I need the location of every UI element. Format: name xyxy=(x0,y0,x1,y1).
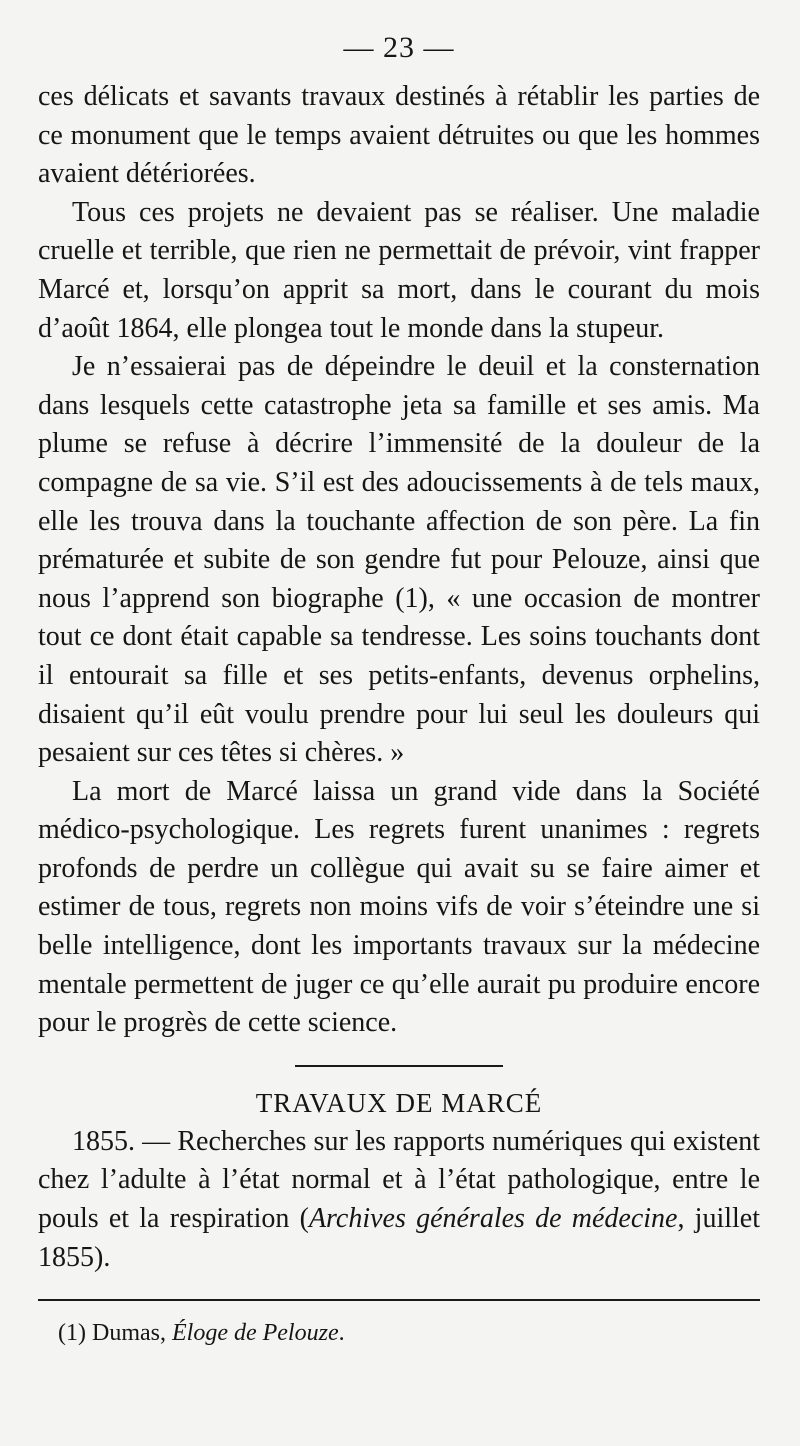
page-number: — 23 — xyxy=(343,31,455,64)
footnote-marker: (1) xyxy=(58,1320,86,1347)
work-year: 1855. xyxy=(72,1125,135,1157)
footnote-end: . xyxy=(338,1320,345,1347)
paragraph-continuation: ces délicats et savants travaux destinés à rétablir les parties de ce monument que le temps avaient détruites ou que les hommes avaient détériorées. xyxy=(38,81,760,190)
work-source: Archives générales de médecine xyxy=(308,1203,678,1235)
footnote-divider xyxy=(38,1299,760,1301)
paragraph-society: La mort de Marcé laissa un grand vide dans la Société médico-psychologique. Les regrets furent unanimes : regrets profonds de perdre un collègue qui avait su se faire aimer et estimer de tous, regrets non moins vifs de voir s’éteindre une si belle intelligence, dont les importants travaux sur la médecine mentale permettent de juger ce qu’elle aurait pu produire encore pour le progrès de cette science. xyxy=(38,775,760,1039)
document-page xyxy=(38,28,760,1428)
work-description: — Recherches sur les rapports numériques qui existent chez l’adulte à l’état normal et à l’état pathologique, entre le pouls et la respiration ( xyxy=(38,1125,760,1235)
section-divider xyxy=(295,1065,503,1067)
section-title: TRAVAUX DE MARCÉ xyxy=(255,1087,543,1118)
work-entry xyxy=(38,1123,760,1277)
paragraph-mourning: Je n’essaierai pas de dépeindre le deuil et la consternation dans lesquels cette catastrophe jeta sa famille et ses amis. Ma plume se refuse à décrire l’immensité de la douleur de la compagne de sa vie. S’il est des adoucissements à de tels maux, elle les trouva dans la touchante affection de son père. La fin prématurée et subite de son gendre fut pour Pelouze, ainsi que nous l’apprend son biographe (1), « une occasion de montrer tout ce dont était capable sa tendresse. Les soins touchants dont il entourait sa fille et ses petits-enfants, devenus orphelins, disaient qu’il eût voulu prendre pour lui seul les douleurs qui pesaient sur ces têtes si chères. » xyxy=(38,351,760,769)
footnote-title: Éloge de Pelouze xyxy=(171,1320,339,1347)
footnote-author: Dumas, xyxy=(85,1320,172,1347)
work-date: , juillet 1855). xyxy=(38,1203,760,1273)
footnote xyxy=(58,1317,760,1349)
paragraph-illness: Tous ces projets ne devaient pas se réaliser. Une maladie cruelle et terrible, que rien ne permettait de prévoir, vint frapper Marcé et, lorsqu’on apprit sa mort, dans le courant du mois d’août 1864, elle plongea tout le monde dans la stupeur. xyxy=(38,196,760,344)
